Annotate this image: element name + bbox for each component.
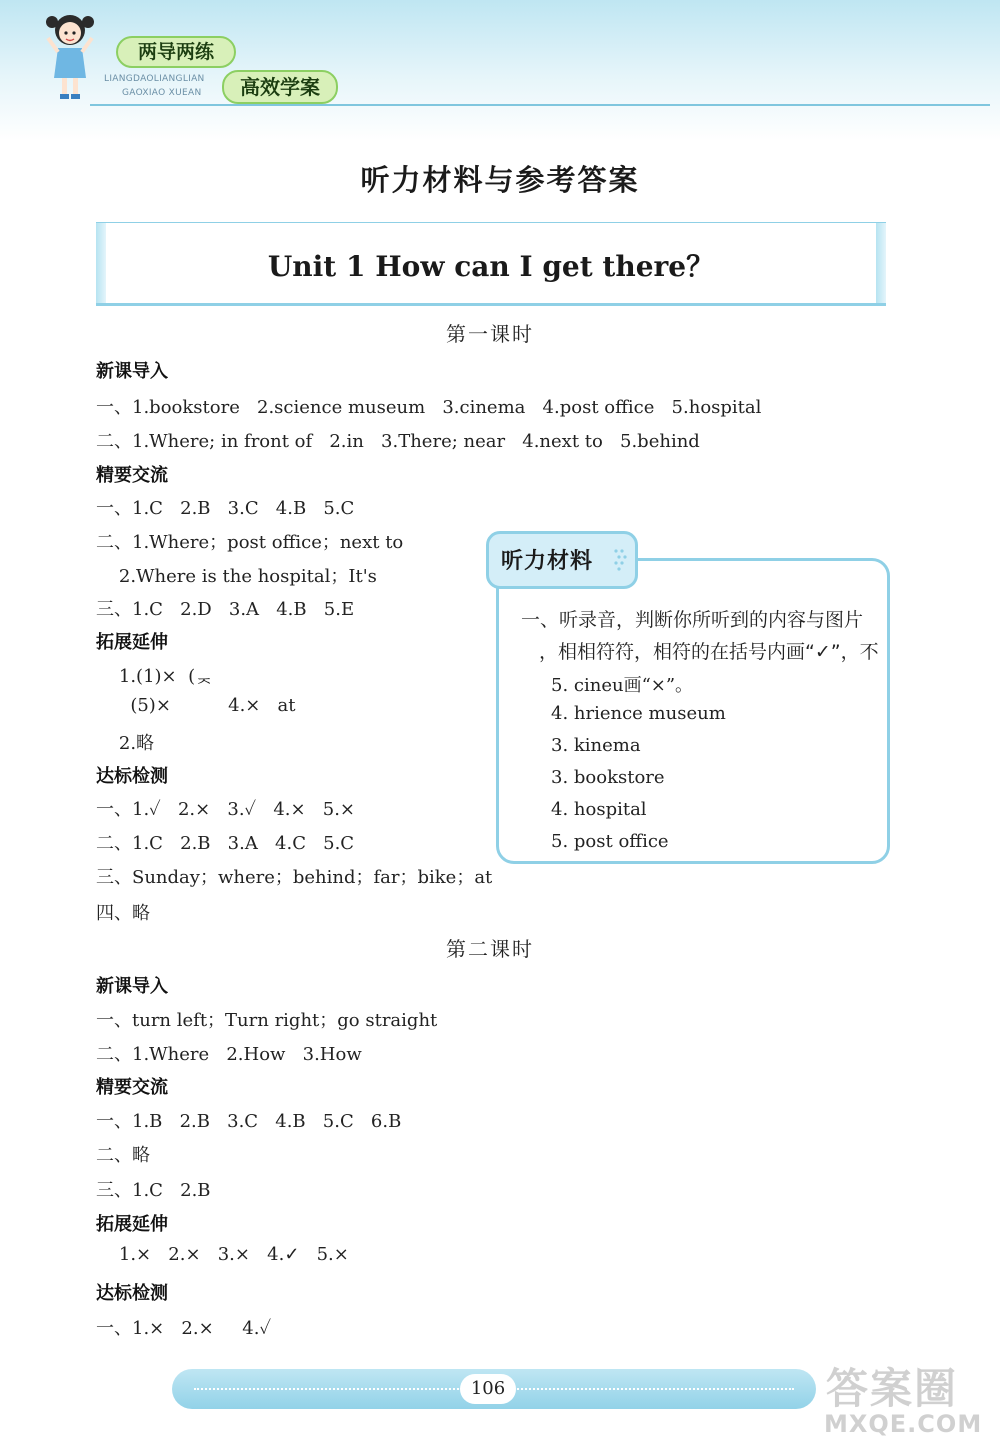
series-name-badge: 两导两练 xyxy=(116,36,236,68)
watermark xyxy=(820,1352,996,1444)
answer-line: 1.× 2.× 3.× 4.✓ 5.× xyxy=(96,1244,349,1265)
answer-line: 一、turn left；Turn right；go straight xyxy=(96,1010,438,1031)
section-heading: 达标检测 xyxy=(96,766,168,787)
watermark-cn: 答案圈 xyxy=(826,1364,959,1413)
answer-line: 一、1.bookstore 2.science museum 3.cinema 4.post office 5.hospital xyxy=(96,397,762,418)
listening-item: 4. hrience museum xyxy=(551,703,726,724)
listening-item: 3. kinema xyxy=(551,735,641,756)
page-number: 106 xyxy=(460,1374,516,1404)
section-heading: 新课导入 xyxy=(96,976,168,997)
answer-line: (5)× 4.× at xyxy=(96,695,296,716)
unit-title: Unit 1 How can I get there？ xyxy=(267,250,715,283)
answer-line: 三、1.C 2.D 3.A 4.B 5.E xyxy=(96,599,355,620)
listening-instruction-2: ，相相符符，相符的在括号内画“✓”，不 xyxy=(539,641,879,663)
dots-decoration-icon xyxy=(613,548,627,572)
header-divider xyxy=(90,104,990,106)
answer-line: 四、略 xyxy=(96,903,150,924)
answer-line: 一、1.✓ 2.× 3.✓ 4.× 5.× xyxy=(96,799,355,820)
section-heading: 新课导入 xyxy=(96,361,168,382)
answer-line: 一、1.B 2.B 3.C 4.B 5.C 6.B xyxy=(96,1111,402,1132)
answer-line: 2.Where is the hospital；It's xyxy=(96,566,377,587)
listening-item: 5. cineu画“×”。 xyxy=(551,675,694,696)
unit-title-box xyxy=(96,222,886,306)
answer-line: 1.(1)× (ᆽ xyxy=(96,666,213,687)
listening-material-box xyxy=(496,558,890,864)
series-pinyin-1: LIANGDAOLIANGLIAN xyxy=(104,74,205,84)
answer-line: 三、Sunday；where；behind；far；bike；at xyxy=(96,867,493,888)
header-band xyxy=(0,0,1000,140)
page-title: 听力材料与参考答案 xyxy=(360,163,640,197)
answer-line: 二、1.Where 2.How 3.How xyxy=(96,1044,362,1065)
lesson-1-title: 第一课时 xyxy=(446,322,534,346)
listening-material-label: 听力材料 xyxy=(501,549,594,574)
section-heading: 拓展延伸 xyxy=(96,632,168,653)
listening-item: 4. hospital xyxy=(551,799,647,820)
series-pinyin-2: GAOXIAO XUEAN xyxy=(122,88,202,98)
watermark-en: MXQE.COM xyxy=(824,1410,983,1438)
answer-line: 三、1.C 2.B xyxy=(96,1180,211,1201)
answer-line: 二、略 xyxy=(96,1145,150,1166)
answer-line: 二、1.Where；post office；next to xyxy=(96,532,404,553)
section-heading: 拓展延伸 xyxy=(96,1214,168,1235)
section-heading: 精要交流 xyxy=(96,465,168,486)
listening-item: 5. post office xyxy=(551,831,669,852)
answer-line: 一、1.C 2.B 3.C 4.B 5.C xyxy=(96,498,355,519)
section-heading: 精要交流 xyxy=(96,1077,168,1098)
girl-mascot-icon xyxy=(40,8,100,103)
series-subtitle-badge: 高效学案 xyxy=(222,70,338,104)
answer-line: 一、1.× 2.× 4.✓ xyxy=(96,1318,272,1339)
listening-instruction-1: 一、听录音，判断你所听到的内容与图片 xyxy=(521,609,864,631)
lesson-2-title: 第二课时 xyxy=(446,937,534,961)
answer-line: 2.略 xyxy=(96,733,155,754)
section-heading: 达标检测 xyxy=(96,1283,168,1304)
listening-material-tab xyxy=(486,531,638,589)
answer-line: 二、1.C 2.B 3.A 4.C 5.C xyxy=(96,833,355,854)
listening-item: 3. bookstore xyxy=(551,767,665,788)
answer-line: 二、1.Where; in front of 2.in 3.There; near 4.next to 5.behind xyxy=(96,431,700,452)
